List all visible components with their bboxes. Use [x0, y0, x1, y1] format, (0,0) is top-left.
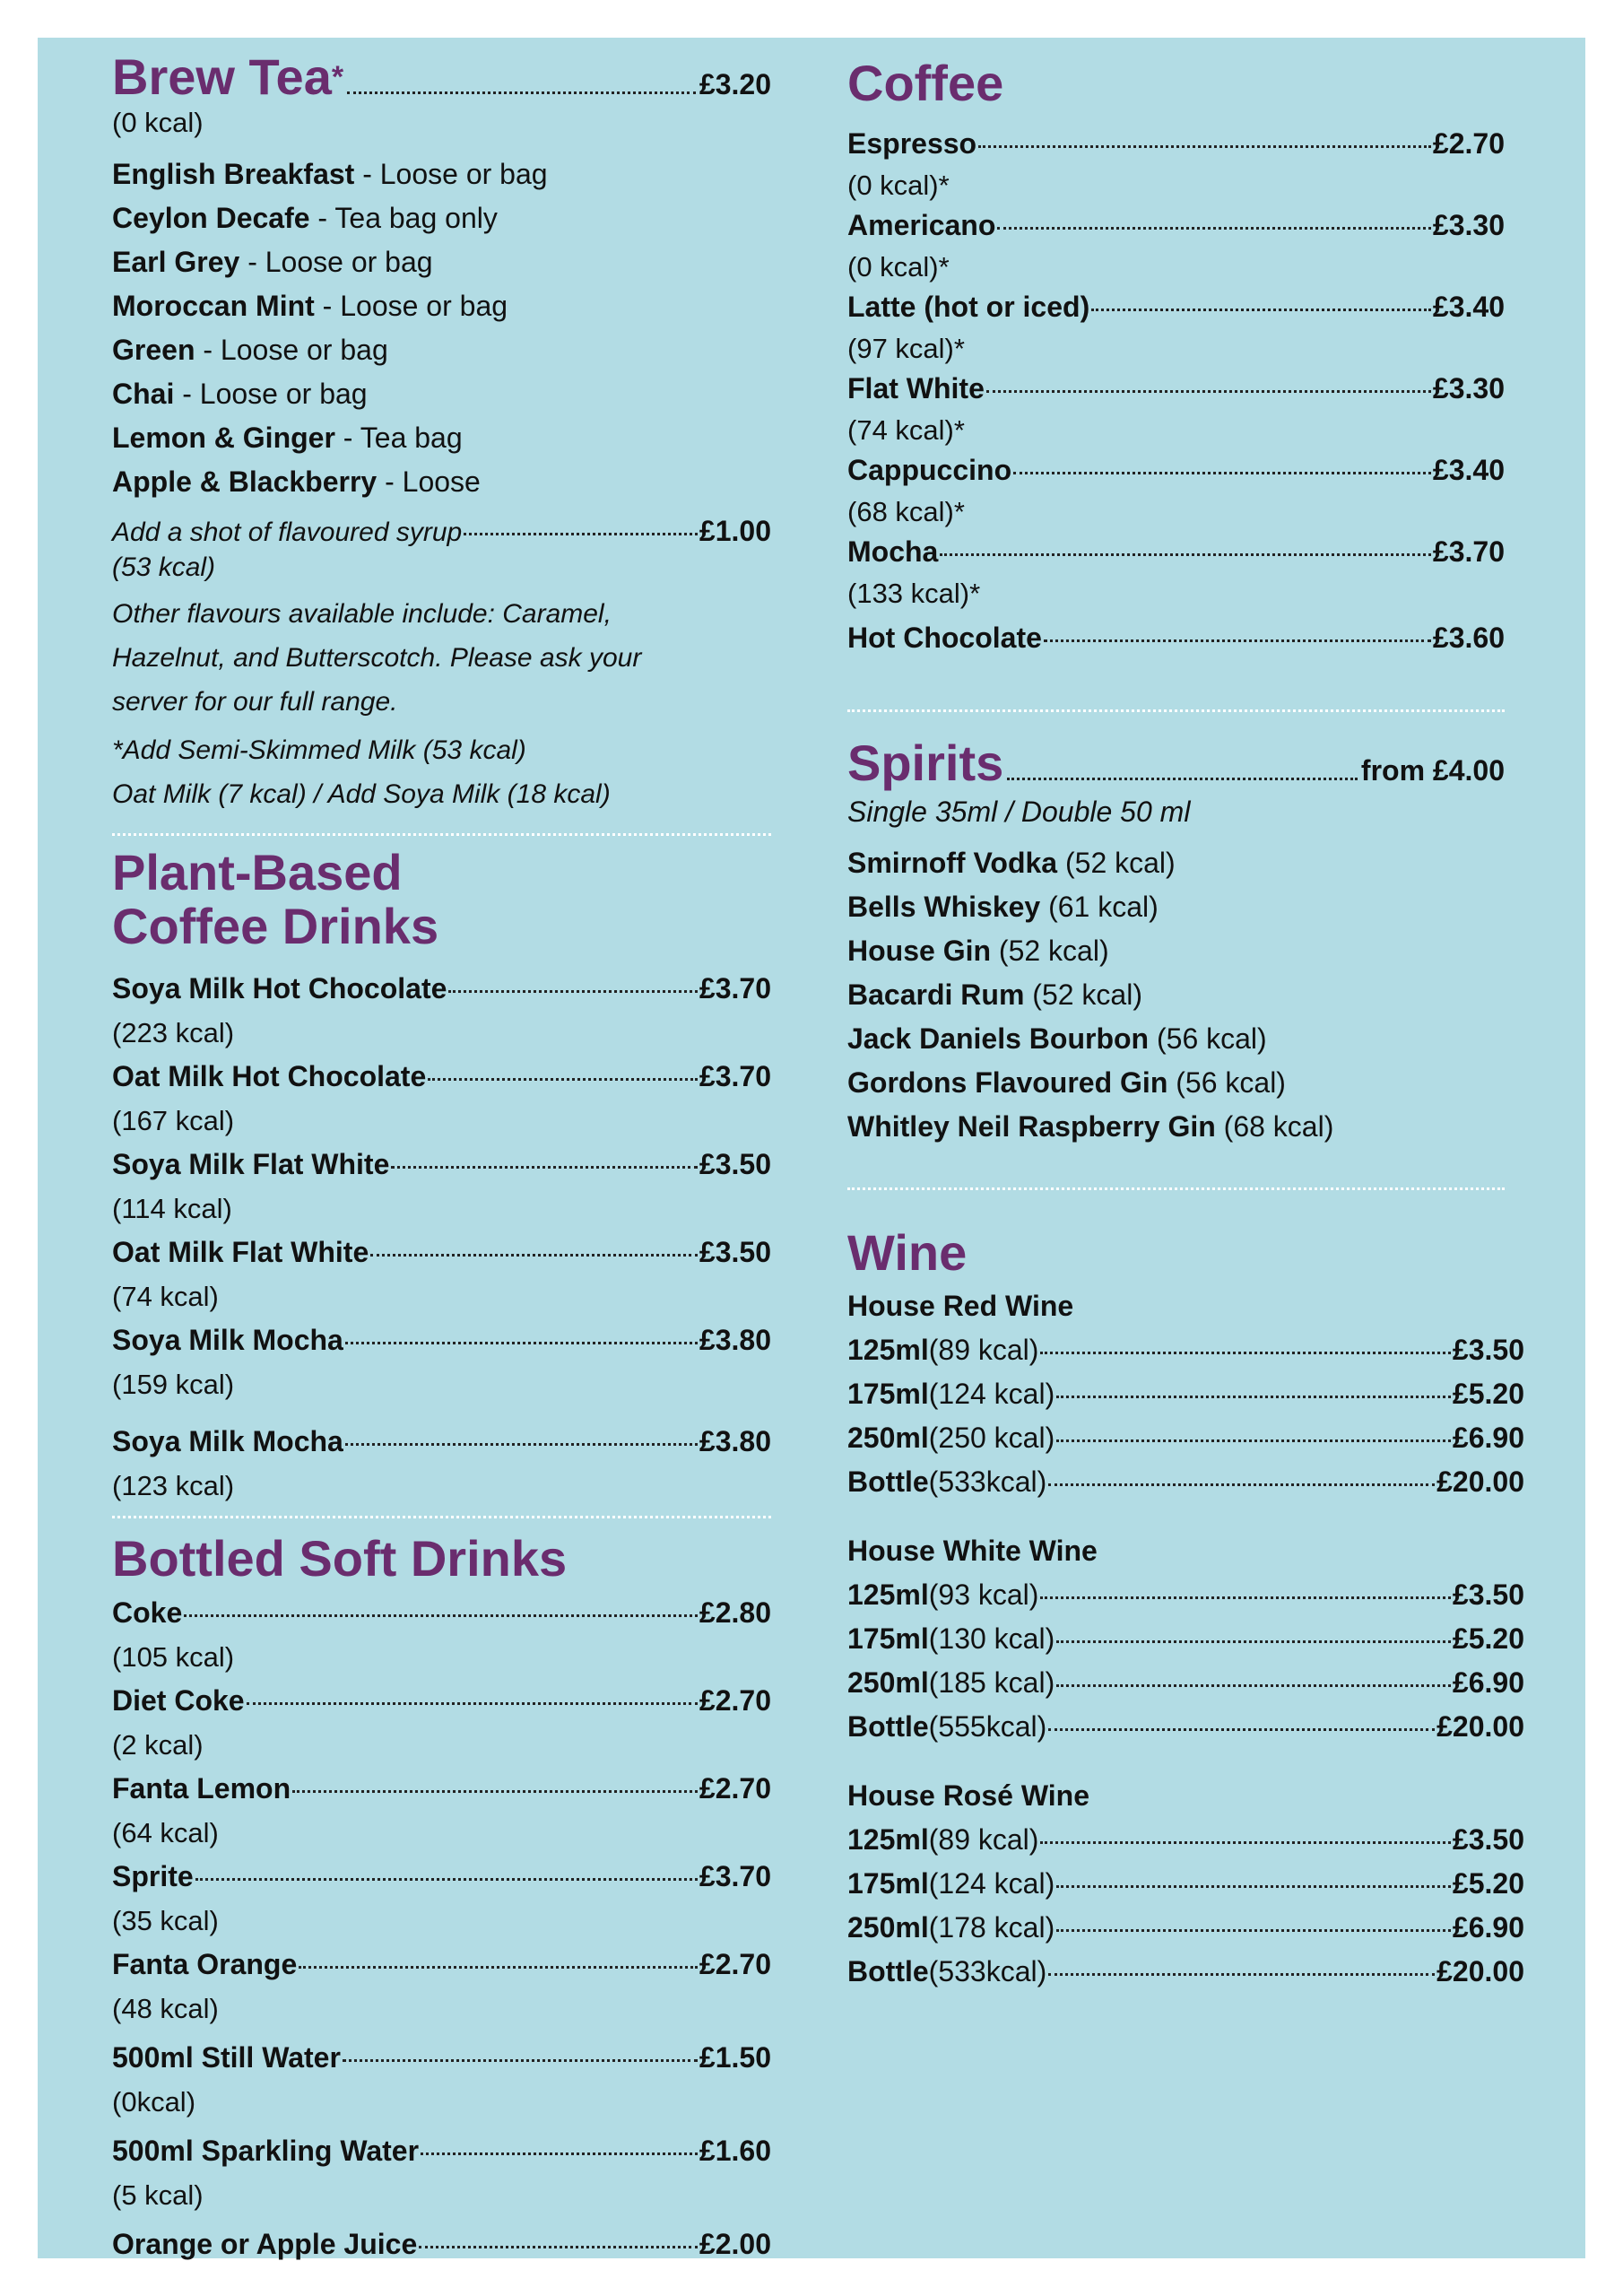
- wine-size: 175ml: [847, 1867, 929, 1900]
- spirits-section: [847, 736, 1505, 1149]
- spirit-item: [847, 1061, 1505, 1105]
- item-price: £3.50: [1452, 1578, 1524, 1611]
- item-row: [112, 1318, 771, 1362]
- wine-group-title: House Rosé Wine: [847, 1779, 1089, 1812]
- item-price: £3.40: [1432, 454, 1505, 486]
- item-list: [112, 967, 771, 1508]
- tea-name: Lemon & Ginger: [112, 422, 335, 454]
- item-name: Coke: [112, 1596, 183, 1629]
- dot-leader: [1048, 1483, 1435, 1486]
- brew-tea-section: [112, 49, 771, 816]
- section-title: Coffee Drinks: [112, 898, 439, 954]
- kcal: (114 kcal): [112, 1193, 232, 1224]
- item-name: Oat Milk Hot Chocolate: [112, 1060, 427, 1092]
- spirits-header: [847, 736, 1505, 790]
- wine-size: 125ml: [847, 1334, 929, 1366]
- dot-leader: [1056, 1885, 1451, 1888]
- item-name: Add a shot of flavoured syrup: [112, 517, 463, 547]
- item-name: Soya Milk Hot Chocolate: [112, 972, 447, 1004]
- menu-item: [112, 1855, 771, 1943]
- dot-leader: [347, 91, 696, 94]
- item-price: £6.90: [1452, 1666, 1524, 1699]
- tea-name: Green: [112, 334, 195, 366]
- item-list: [112, 1591, 771, 2266]
- kcal: (52 kcal): [991, 935, 1109, 967]
- item-row: [112, 1767, 771, 1811]
- item-list: [847, 841, 1505, 1149]
- kcal: (68 kcal)*: [847, 495, 965, 527]
- section-price: from £4.00: [1360, 754, 1505, 787]
- spirit-name: Bacardi Rum: [847, 978, 1025, 1011]
- item-row: [847, 287, 1505, 328]
- kcal: (178 kcal): [928, 1911, 1055, 1944]
- kcal: (74 kcal): [112, 1281, 219, 1312]
- note-line: Other flavours available include: Caramel,: [112, 599, 612, 629]
- item-price: £1.50: [699, 2041, 771, 2074]
- spirit-item: [847, 973, 1505, 1017]
- tea-desc: - Tea bag only: [309, 202, 498, 234]
- item-name: Fanta Orange: [112, 1948, 298, 1980]
- kcal: (89 kcal): [928, 1334, 1039, 1366]
- dot-leader: [1040, 1596, 1450, 1599]
- kcal: (555kcal): [928, 1710, 1047, 1743]
- item-name: Oat Milk Flat White: [112, 1236, 369, 1268]
- dot-leader: [986, 390, 1431, 393]
- dot-leader: [299, 1966, 698, 1969]
- item-price: £2.70: [699, 1772, 771, 1805]
- dot-leader: [1056, 1439, 1451, 1442]
- item-price: £3.70: [699, 972, 771, 1004]
- item-price: £3.60: [1432, 622, 1505, 654]
- dot-leader: [448, 990, 698, 993]
- item-name: 500ml Sparkling Water: [112, 2135, 420, 2167]
- item-row: [112, 2129, 771, 2173]
- item-price: £6.90: [1452, 1422, 1524, 1454]
- item-name: Soya Milk Flat White: [112, 1148, 390, 1180]
- item-price: £3.80: [699, 1324, 771, 1356]
- item-name: Espresso: [847, 127, 977, 160]
- dot-leader: [428, 1078, 698, 1081]
- item-price: £20.00: [1436, 1710, 1524, 1743]
- kcal: (223 kcal): [112, 1017, 235, 1048]
- item-name: Latte (hot or iced): [847, 291, 1090, 323]
- dot-leader: [195, 1878, 698, 1881]
- item-name: Hot Chocolate: [847, 622, 1042, 654]
- item-name: Flat White: [847, 372, 985, 404]
- tea-item: [112, 152, 771, 196]
- menu-item: [112, 967, 771, 1055]
- spirit-name: Whitley Neil Raspberry Gin: [847, 1110, 1216, 1143]
- menu-item: [847, 287, 1505, 369]
- wine-size: 125ml: [847, 1578, 929, 1611]
- menu-item: [847, 205, 1505, 287]
- section-divider: [847, 1187, 1505, 1190]
- kcal: (64 kcal): [112, 1817, 219, 1848]
- dot-leader: [391, 1166, 698, 1169]
- tea-item: [112, 416, 771, 460]
- kcal: (0 kcal): [112, 107, 204, 138]
- item-row: [847, 450, 1505, 491]
- section-title: Bottled Soft Drinks: [112, 1530, 568, 1587]
- item-price: £20.00: [1436, 1955, 1524, 1987]
- spirit-name: Smirnoff Vodka: [847, 847, 1058, 879]
- dot-leader: [1007, 778, 1358, 780]
- tea-item: [112, 284, 771, 328]
- dot-leader: [1013, 472, 1431, 474]
- dot-leader: [247, 1702, 698, 1705]
- wine-size: 250ml: [847, 1911, 929, 1944]
- wine-section: [847, 1226, 1524, 1994]
- item-name: Soya Milk Mocha: [112, 1324, 343, 1356]
- item-price: £3.70: [699, 1860, 771, 1892]
- wine-size: Bottle: [847, 1710, 929, 1743]
- item-row: [112, 1855, 771, 1899]
- item-name: Soya Milk Mocha: [112, 1425, 343, 1457]
- kcal: (48 kcal): [112, 1993, 219, 2024]
- wine-row: [847, 1906, 1524, 1950]
- menu-item: [112, 1318, 771, 1406]
- kcal: (52 kcal): [1024, 978, 1142, 1011]
- kcal: (93 kcal): [928, 1578, 1039, 1611]
- menu-item: [847, 450, 1505, 532]
- menu-item: [847, 369, 1505, 450]
- kcal: (0kcal): [112, 2086, 196, 2118]
- dot-leader: [292, 1790, 698, 1793]
- item-price: £3.30: [1432, 209, 1505, 241]
- tea-name: Apple & Blackberry: [112, 465, 378, 498]
- wine-group-title: House White Wine: [847, 1535, 1098, 1567]
- note-line: *Add Semi-Skimmed Milk (53 kcal): [112, 735, 526, 765]
- dot-leader: [1056, 1396, 1451, 1398]
- kcal: (105 kcal): [112, 1641, 235, 1673]
- tea-name: Moroccan Mint: [112, 290, 315, 322]
- menu-item: [847, 618, 1505, 659]
- menu-item: [112, 1420, 771, 1508]
- menu-item: [112, 1679, 771, 1767]
- kcal: (185 kcal): [928, 1666, 1055, 1699]
- dot-leader: [345, 1342, 698, 1344]
- section-title: Coffee: [847, 55, 1004, 111]
- item-list: [847, 124, 1505, 659]
- kcal: (0 kcal)*: [847, 250, 950, 283]
- kcal: (56 kcal): [1149, 1022, 1267, 1055]
- subtitle: Single 35ml / Double 50 ml: [847, 796, 1191, 828]
- coffee-section: [847, 57, 1505, 659]
- menu-item: [112, 1231, 771, 1318]
- item-row: [847, 618, 1505, 659]
- item-price: £3.50: [699, 1236, 771, 1268]
- item-price: £3.50: [699, 1148, 771, 1180]
- item-name: Americano: [847, 209, 996, 241]
- tea-list: [112, 152, 771, 504]
- spirit-name: Gordons Flavoured Gin: [847, 1066, 1168, 1099]
- spirit-item: [847, 929, 1505, 973]
- menu-item: [112, 1143, 771, 1231]
- item-price: £1.60: [699, 2135, 771, 2167]
- item-row: [112, 1055, 771, 1099]
- wine-size: 250ml: [847, 1666, 929, 1699]
- wine-size: 250ml: [847, 1422, 929, 1454]
- item-name: 500ml Still Water: [112, 2041, 341, 2074]
- wine-row: [847, 1950, 1524, 1994]
- spirit-item: [847, 885, 1505, 929]
- menu-item: [112, 1943, 771, 2031]
- dot-leader: [940, 553, 1431, 556]
- spirit-name: Bells Whiskey: [847, 891, 1041, 923]
- menu-item: [847, 532, 1505, 613]
- section-title: Spirits: [847, 735, 1004, 791]
- dot-leader: [1040, 1352, 1450, 1354]
- item-price: £3.50: [1452, 1823, 1524, 1856]
- wine-row: [847, 1818, 1524, 1862]
- dot-leader: [1044, 639, 1431, 642]
- dot-leader: [997, 227, 1431, 230]
- dot-leader: [345, 1443, 698, 1446]
- item-row: [847, 532, 1505, 573]
- dot-leader: [421, 2152, 698, 2155]
- item-price: £5.20: [1452, 1378, 1524, 1410]
- tea-item: [112, 240, 771, 284]
- kcal: (2 kcal): [112, 1729, 204, 1761]
- kcal: (123 kcal): [112, 1470, 235, 1501]
- item-row: [847, 369, 1505, 410]
- title-text: Brew Tea: [112, 48, 332, 105]
- notes: [112, 592, 771, 816]
- kcal: (124 kcal): [928, 1867, 1055, 1900]
- kcal: (133 kcal)*: [847, 577, 981, 609]
- dot-leader: [1056, 1929, 1451, 1932]
- wine-group-title: House Red Wine: [847, 1290, 1074, 1322]
- item-row: [112, 1143, 771, 1187]
- item-price: £2.70: [1432, 127, 1505, 160]
- dot-leader: [464, 533, 698, 535]
- tea-desc: - Tea bag: [334, 422, 463, 454]
- tea-desc: - Loose or bag: [239, 246, 433, 278]
- kcal: (533kcal): [928, 1465, 1047, 1498]
- item-row: [112, 967, 771, 1011]
- spirit-name: Jack Daniels Bourbon: [847, 1022, 1150, 1055]
- dot-leader: [1040, 1841, 1450, 1844]
- section-divider: [112, 833, 771, 836]
- kcal: (97 kcal)*: [847, 332, 965, 364]
- section-divider: [112, 1516, 771, 1518]
- wine-row: [847, 1617, 1524, 1661]
- item-price: £20.00: [1436, 1465, 1524, 1498]
- wine-row: [847, 1372, 1524, 1416]
- tea-desc: - Loose or bag: [314, 290, 508, 322]
- item-name: Mocha: [847, 535, 939, 568]
- kcal: (5 kcal): [112, 2179, 204, 2211]
- dot-leader: [1048, 1973, 1435, 1976]
- item-price: £3.50: [1452, 1334, 1524, 1366]
- tea-name: English Breakfast: [112, 158, 355, 190]
- tea-name: Earl Grey: [112, 246, 240, 278]
- tea-desc: - Loose or bag: [354, 158, 548, 190]
- asterisk: *: [331, 60, 344, 94]
- tea-name: Ceylon Decafe: [112, 202, 310, 234]
- menu-item: [112, 2036, 771, 2124]
- wine-group: [847, 1529, 1524, 1749]
- item-price: £3.30: [1432, 372, 1505, 404]
- item-row: [847, 205, 1505, 247]
- spirit-item: [847, 841, 1505, 885]
- menu-item: [112, 1591, 771, 1679]
- wine-size: 175ml: [847, 1378, 929, 1410]
- item-name: Orange or Apple Juice: [112, 2228, 418, 2260]
- note-line: Hazelnut, and Butterscotch. Please ask your: [112, 643, 642, 673]
- note-line: Oat Milk (7 kcal) / Add Soya Milk (18 kcal): [112, 779, 611, 809]
- note-line: server for our full range.: [112, 687, 398, 717]
- item-name: Fanta Lemon: [112, 1772, 291, 1805]
- wine-size: 175ml: [847, 1622, 929, 1655]
- item-price: £2.70: [699, 1948, 771, 1980]
- kcal: (68 kcal): [1215, 1110, 1334, 1143]
- wine-group: [847, 1284, 1524, 1504]
- wine-size: Bottle: [847, 1955, 929, 1987]
- dot-leader: [1048, 1728, 1435, 1731]
- tea-desc: - Loose or bag: [174, 378, 368, 410]
- section-title: Wine: [847, 1224, 968, 1281]
- section-title: [112, 49, 343, 105]
- kcal: (124 kcal): [928, 1378, 1055, 1410]
- spirit-item: [847, 1017, 1505, 1061]
- tea-item: [112, 196, 771, 240]
- dot-leader: [370, 1254, 698, 1257]
- item-price: £1.00: [699, 515, 771, 547]
- item-row: [112, 1231, 771, 1274]
- wine-size: Bottle: [847, 1465, 929, 1498]
- item-price: £5.20: [1452, 1867, 1524, 1900]
- item-row: [112, 2222, 771, 2266]
- dot-leader: [978, 145, 1431, 148]
- tea-item: [112, 328, 771, 372]
- kcal: (52 kcal): [1057, 847, 1176, 879]
- dot-leader: [1091, 309, 1431, 311]
- item-row: [112, 1679, 771, 1723]
- item-name: Cappuccino: [847, 454, 1012, 486]
- kcal: (130 kcal): [928, 1622, 1055, 1655]
- tea-desc: - Loose: [377, 465, 481, 498]
- item-price: £2.80: [699, 1596, 771, 1629]
- item-name: Diet Coke: [112, 1684, 245, 1717]
- bottled-soft-drinks-section: [112, 1532, 771, 2266]
- section-price: £3.20: [699, 68, 771, 100]
- tea-desc: - Loose or bag: [195, 334, 388, 366]
- kcal: (61 kcal): [1040, 891, 1159, 923]
- section-title: Plant-Based: [112, 844, 403, 900]
- item-name: Sprite: [112, 1860, 194, 1892]
- dot-leader: [1056, 1684, 1451, 1687]
- item-price: £2.70: [699, 1684, 771, 1717]
- menu-item: [112, 2222, 771, 2266]
- tea-name: Chai: [112, 378, 175, 410]
- kcal: (250 kcal): [928, 1422, 1055, 1454]
- item-price: £3.70: [699, 1060, 771, 1092]
- dot-leader: [419, 2246, 698, 2248]
- item-price: £2.00: [699, 2228, 771, 2260]
- item-row: [112, 1943, 771, 1987]
- brew-tea-header: [112, 49, 771, 105]
- item-price: £5.20: [1452, 1622, 1524, 1655]
- kcal: (56 kcal): [1167, 1066, 1286, 1099]
- spirit-name: House Gin: [847, 935, 992, 967]
- item-row: [112, 1420, 771, 1464]
- menu-item: [847, 124, 1505, 205]
- wine-group: [847, 1774, 1524, 1994]
- kcal: (53 kcal): [112, 552, 216, 582]
- item-price: £3.80: [699, 1425, 771, 1457]
- dot-leader: [343, 2059, 698, 2062]
- plant-based-section: [112, 846, 771, 1508]
- kcal: (533kcal): [928, 1955, 1047, 1987]
- tea-item: [112, 460, 771, 504]
- item-price: £3.70: [1432, 535, 1505, 568]
- kcal: (159 kcal): [112, 1369, 235, 1400]
- item-price: £3.40: [1432, 291, 1505, 323]
- kcal: (74 kcal)*: [847, 413, 965, 446]
- wine-row: [847, 1661, 1524, 1705]
- dot-leader: [184, 1614, 698, 1617]
- tea-item: [112, 372, 771, 416]
- item-price: £6.90: [1452, 1911, 1524, 1944]
- wine-row: [847, 1705, 1524, 1749]
- kcal: (167 kcal): [112, 1105, 235, 1136]
- wine-row: [847, 1460, 1524, 1504]
- item-row: [847, 124, 1505, 165]
- menu-item: [112, 1767, 771, 1855]
- menu-item: [112, 1055, 771, 1143]
- dot-leader: [1056, 1640, 1451, 1643]
- wine-row: [847, 1573, 1524, 1617]
- wine-size: 125ml: [847, 1823, 929, 1856]
- wine-row: [847, 1862, 1524, 1906]
- item-row: [112, 1591, 771, 1635]
- kcal: (89 kcal): [928, 1823, 1039, 1856]
- spirit-item: [847, 1105, 1505, 1149]
- wine-row: [847, 1328, 1524, 1372]
- kcal: (0 kcal)*: [847, 169, 950, 201]
- section-divider: [847, 709, 1505, 712]
- wine-row: [847, 1416, 1524, 1460]
- menu-item: [112, 2129, 771, 2217]
- syrup-row: [112, 509, 771, 554]
- item-row: [112, 2036, 771, 2080]
- kcal: (35 kcal): [112, 1905, 219, 1936]
